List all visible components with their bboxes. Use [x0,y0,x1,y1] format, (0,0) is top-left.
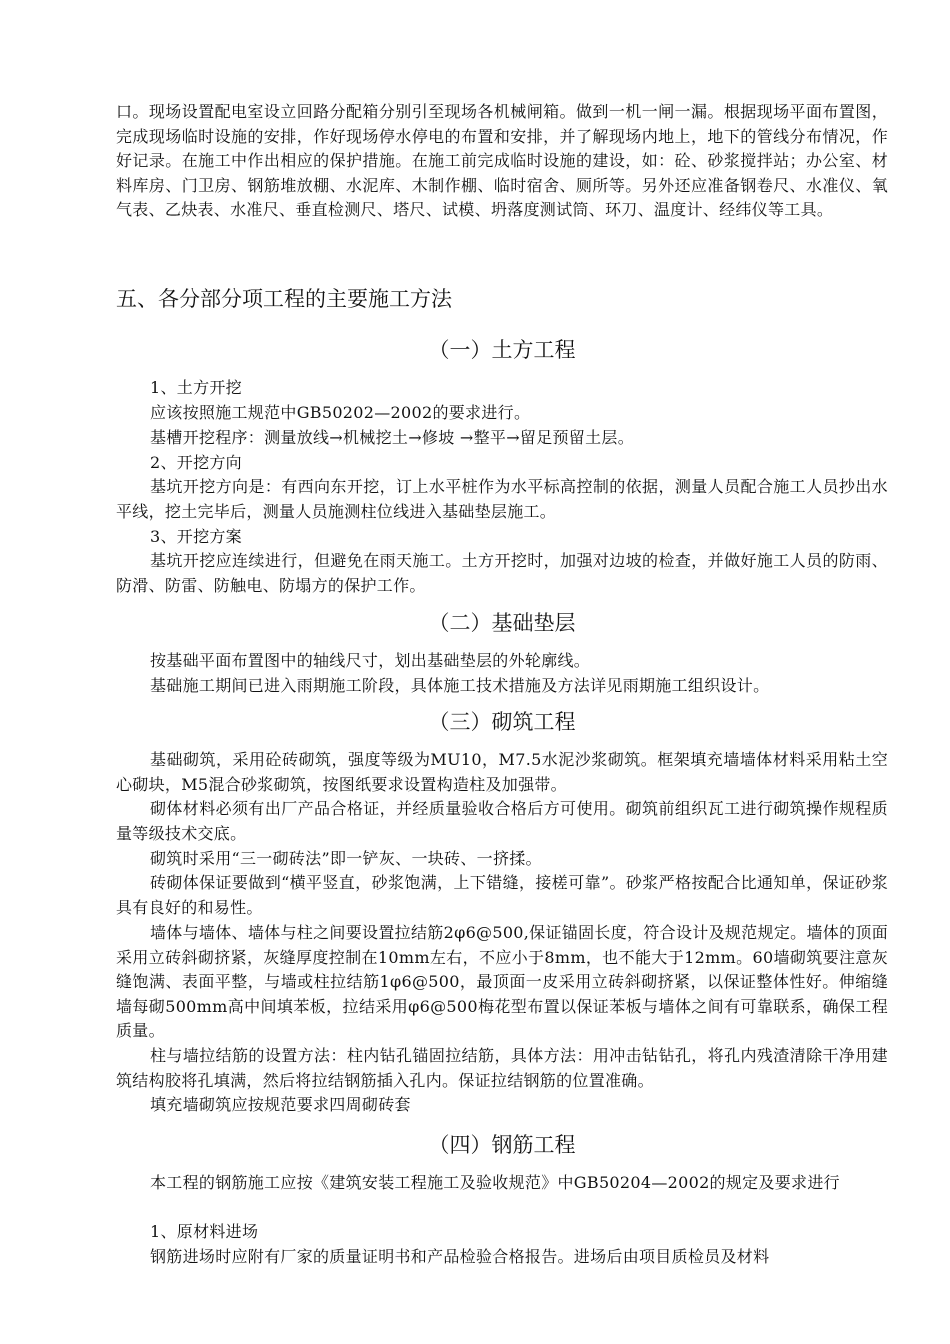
paragraph: 砌体材料必须有出厂产品合格证，并经质量验收合格后方可使用。砌筑前组织瓦工进行砌筑操作规程质量等级技术交底。 [116,799,888,843]
paragraph: 钢筋进场时应附有厂家的质量证明书和产品检验合格报告。进场后由项目质检员及材料 [150,1247,770,1266]
paragraph: 2、开挖方向 [150,453,242,472]
paragraph: 柱与墙拉结筋的设置方法：柱内钻孔锚固拉结筋，具体方法：用冲击钻钻孔，将孔内残渣清除干净用建筑结构胶将孔填满，然后将拉结钢筋插入孔内。保证拉结钢筋的位置准确。 [116,1046,888,1090]
chapter-title: 五、各分部分项工程的主要施工方法 [116,287,452,311]
paragraph: 3、开挖方案 [150,527,242,546]
paragraph: 砌筑时采用“三一砌砖法”即一铲灰、一块砖、一挤揉。 [150,849,542,868]
paragraph: 填充墙砌筑应按规范要求四周砌砖套 [150,1095,411,1114]
section-title-foundation-cushion: （二）基础垫层 [428,611,576,635]
paragraph: 按基础平面布置图中的轴线尺寸，划出基础垫层的外轮廓线。 [150,651,591,670]
paragraph: 基础砌筑，采用砼砖砌筑，强度等级为MU10，M7.5水泥沙浆砌筑。框架填充墙墙体材料采用粘土空心砌块，M5混合砂浆砌筑，按图纸要求设置构造柱及加强带。 [116,750,888,794]
paragraph: 基槽开挖程序：测量放线→机械挖土→修坡 →整平→留足预留土层。 [150,428,635,447]
paragraph: 本工程的钢筋施工应按《建筑安装工程施工及验收规范》中GB50204—2002的规定及要求进行 [150,1173,840,1192]
paragraph: 1、原材料进场 [150,1222,259,1241]
intro-paragraph: 口。现场设置配电室设立回路分配箱分别引至现场各机械闸箱。做到一机一闸一漏。根据现场平面布置图，完成现场临时设施的安排，作好现场停水停电的布置和安排，并了解现场内地上，地下的管线分布情况，作好记录。在施工中作出相应的保护措施。在施工前完成临时设施的建设，如：砼、砂浆搅拌站；办公室、材料库房、门卫房、钢筋堆放棚、水泥库、木制作棚、临时宿舍、厕所等。另外还应准备钢卷尺、水准仪、氧气表、乙炔表、水准尺、垂直检测尺、塔尺、试模、坍落度测试筒、环刀、温度计、经纬仪等工具。 [116,102,888,219]
section-title-earthwork: （一）土方工程 [428,338,576,362]
section-title-rebar: （四）钢筋工程 [428,1133,576,1157]
paragraph: 应该按照施工规范中GB50202—2002的要求进行。 [150,403,531,422]
paragraph: 基坑开挖方向是：有西向东开挖，订上水平桩作为水平标高控制的依据，测量人员配合施工人员抄出水平线，挖土完毕后，测量人员施测柱位线进入基础垫层施工。 [116,477,888,521]
paragraph: 1、土方开挖 [150,378,242,397]
paragraph: 砖砌体保证要做到“横平竖直，砂浆饱满，上下错缝，接槎可靠”。砂浆严格按配合比通知单，保证砂浆具有良好的和易性。 [116,873,888,917]
paragraph: 墙体与墙体、墙体与柱之间要设置拉结筋2φ6@500,保证锚固长度，符合设计及规范规定。墙体的顶面采用立砖斜砌挤紧，灰缝厚度控制在10mm左右，不应小于8mm，也不能大于12mm。60墙砌筑要注意灰缝饱满、表面平整，与墙或柱拉结筋1φ6@500，最顶面一皮采用立砖斜砌挤紧，以保证整体性好。伸缩缝墙每砌500mm高中间填苯板，拉结采用φ6@500梅花型布置以保证苯板与墙体之间有可靠联系，确保工程质量。 [116,923,888,1040]
paragraph: 基坑开挖应连续进行，但避免在雨天施工。土方开挖时，加强对边坡的检查，并做好施工人员的防雨、防滑、防雷、防触电、防塌方的保护工作。 [116,551,888,595]
section-title-masonry: （三）砌筑工程 [428,710,576,734]
paragraph: 基础施工期间已进入雨期施工阶段，具体施工技术措施及方法详见雨期施工组织设计。 [150,676,770,695]
